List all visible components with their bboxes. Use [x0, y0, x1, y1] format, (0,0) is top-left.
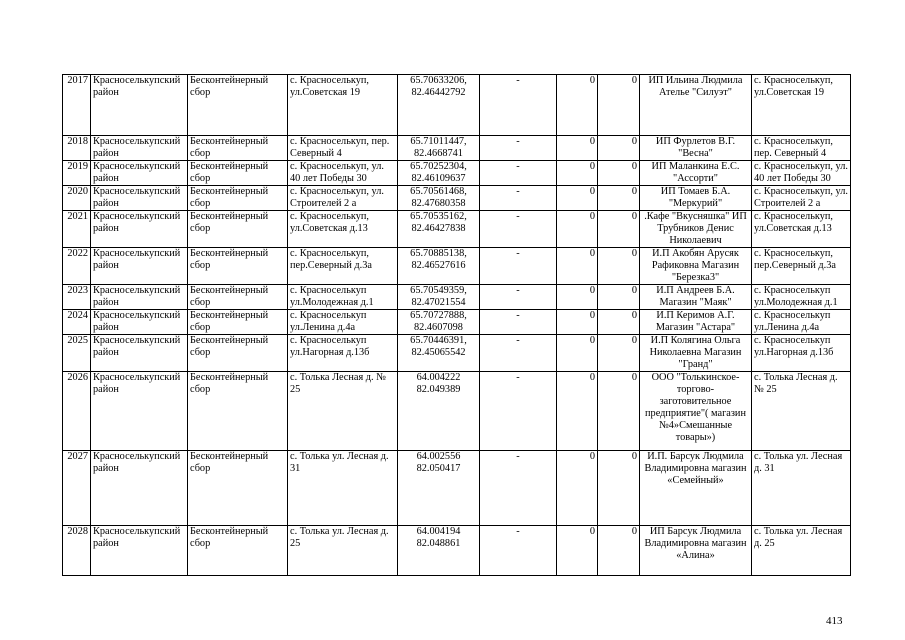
method-cell: Бесконтейнерный сбор — [188, 186, 288, 211]
row-number: 2024 — [63, 310, 91, 335]
address-cell: с. Красноселькуп, ул. Строителей 2 а — [288, 186, 398, 211]
district-cell: Красноселькупский район — [91, 136, 188, 161]
count-cell-1: 0 — [557, 75, 598, 136]
method-cell: Бесконтейнерный сбор — [188, 310, 288, 335]
method-cell: Бесконтейнерный сбор — [188, 526, 288, 576]
coords-cell: 64.004194 82.048861 — [398, 526, 480, 576]
address-cell: с. Красноселькуп, пер.Северный д.3а — [288, 248, 398, 285]
dash-cell: - — [480, 335, 557, 372]
dash-cell: - — [480, 136, 557, 161]
registry-table — [62, 74, 851, 576]
dash-cell: - — [480, 186, 557, 211]
method-cell: Бесконтейнерный сбор — [188, 451, 288, 526]
dash-cell: - — [480, 526, 557, 576]
district-cell: Красноселькупский район — [91, 161, 188, 186]
dash-cell: - — [480, 372, 557, 451]
coords-cell: 65.70535162, 82.46427838 — [398, 211, 480, 248]
district-cell: Красноселькупский район — [91, 248, 188, 285]
method-cell: Бесконтейнерный сбор — [188, 372, 288, 451]
source-address-cell: с. Толька ул. Лесная д. 31 — [752, 451, 851, 526]
dash-cell: - — [480, 248, 557, 285]
district-cell: Красноселькупский район — [91, 335, 188, 372]
table-row — [63, 335, 851, 372]
table-row — [63, 310, 851, 335]
source-address-cell: с. Красноселькуп, ул. 40 лет Победы 30 — [752, 161, 851, 186]
count-cell-1: 0 — [557, 285, 598, 310]
table-row — [63, 186, 851, 211]
address-cell: с. Красноселькуп ул.Молодежная д.1 — [288, 285, 398, 310]
district-cell: Красноселькупский район — [91, 211, 188, 248]
count-cell-2: 0 — [598, 451, 640, 526]
organization-cell: И.П. Барсук Людмила Владимировна магазин «Семейный» — [640, 451, 752, 526]
coords-cell: 65.70727888, 82.4607098 — [398, 310, 480, 335]
organization-cell: ИП Томаев Б.А. "Меркурий" — [640, 186, 752, 211]
source-address-cell: с. Красноселькуп, ул.Советская д.13 — [752, 211, 851, 248]
table-row — [63, 161, 851, 186]
row-number: 2022 — [63, 248, 91, 285]
source-address-cell: с. Красноселькуп, пер.Северный д.3а — [752, 248, 851, 285]
source-address-cell: с. Красноселькуп, ул.Советская 19 — [752, 75, 851, 136]
count-cell-1: 0 — [557, 211, 598, 248]
source-address-cell: с. Толька ул. Лесная д. 25 — [752, 526, 851, 576]
row-number: 2025 — [63, 335, 91, 372]
organization-cell: ИП Ильина Людмила Ателье "Силуэт" — [640, 75, 752, 136]
count-cell-2: 0 — [598, 75, 640, 136]
coords-cell: 65.70549359, 82.47021554 — [398, 285, 480, 310]
district-cell: Красноселькупский район — [91, 526, 188, 576]
row-number: 2021 — [63, 211, 91, 248]
dash-cell: - — [480, 161, 557, 186]
row-number: 2023 — [63, 285, 91, 310]
table-row — [63, 248, 851, 285]
dash-cell: - — [480, 451, 557, 526]
count-cell-1: 0 — [557, 451, 598, 526]
count-cell-2: 0 — [598, 335, 640, 372]
method-cell: Бесконтейнерный сбор — [188, 75, 288, 136]
count-cell-2: 0 — [598, 310, 640, 335]
address-cell: с. Красноселькуп, ул.Советская 19 — [288, 75, 398, 136]
table-row — [63, 285, 851, 310]
district-cell: Красноселькупский район — [91, 285, 188, 310]
count-cell-2: 0 — [598, 186, 640, 211]
count-cell-2: 0 — [598, 211, 640, 248]
count-cell-2: 0 — [598, 136, 640, 161]
district-cell: Красноселькупский район — [91, 310, 188, 335]
count-cell-1: 0 — [557, 526, 598, 576]
organization-cell: И.П Колягина Ольга Николаевна Магазин "Гранд" — [640, 335, 752, 372]
row-number: 2026 — [63, 372, 91, 451]
table-row — [63, 136, 851, 161]
district-cell: Красноселькупский район — [91, 75, 188, 136]
count-cell-2: 0 — [598, 372, 640, 451]
row-number: 2027 — [63, 451, 91, 526]
organization-cell: И.П Андреев Б.А. Магазин "Маяк" — [640, 285, 752, 310]
table-row — [63, 75, 851, 136]
row-number: 2028 — [63, 526, 91, 576]
organization-cell: ИП Барсук Людмила Владимировна магазин «Алина» — [640, 526, 752, 576]
district-cell: Красноселькупский район — [91, 372, 188, 451]
organization-cell: ИП Маланкина Е.С. "Ассорти" — [640, 161, 752, 186]
dash-cell: - — [480, 310, 557, 335]
organization-cell: И.П Акобян Арусяк Рафиковна Магазин "Березка3" — [640, 248, 752, 285]
source-address-cell: с. Красноселькуп, ул. Строителей 2 а — [752, 186, 851, 211]
address-cell: с. Красноселькуп, ул. 40 лет Победы 30 — [288, 161, 398, 186]
address-cell: с. Красноселькуп, ул.Советская д.13 — [288, 211, 398, 248]
source-address-cell: с. Красноселькуп, пер. Северный 4 — [752, 136, 851, 161]
address-cell: с. Красноселькуп ул.Нагорная д.13б — [288, 335, 398, 372]
count-cell-2: 0 — [598, 248, 640, 285]
count-cell-1: 0 — [557, 161, 598, 186]
address-cell: с. Красноселькуп ул.Ленина д.4а — [288, 310, 398, 335]
coords-cell: 65.70252304, 82.46109637 — [398, 161, 480, 186]
method-cell: Бесконтейнерный сбор — [188, 161, 288, 186]
count-cell-1: 0 — [557, 136, 598, 161]
count-cell-1: 0 — [557, 372, 598, 451]
address-cell: с. Толька Лесная д. № 25 — [288, 372, 398, 451]
table-row — [63, 211, 851, 248]
row-number: 2018 — [63, 136, 91, 161]
address-cell: с. Красноселькуп, пер. Северный 4 — [288, 136, 398, 161]
dash-cell: - — [480, 211, 557, 248]
count-cell-2: 0 — [598, 285, 640, 310]
district-cell: Красноселькупский район — [91, 186, 188, 211]
organization-cell: И.П Керимов А.Г. Магазин "Астара" — [640, 310, 752, 335]
row-number: 2020 — [63, 186, 91, 211]
organization-cell: .Кафе "Вкусняшка" ИП Трубников Денис Николаевич — [640, 211, 752, 248]
method-cell: Бесконтейнерный сбор — [188, 285, 288, 310]
table-body — [63, 75, 851, 576]
district-cell: Красноселькупский район — [91, 451, 188, 526]
address-cell: с. Толька ул. Лесная д. 31 — [288, 451, 398, 526]
method-cell: Бесконтейнерный сбор — [188, 248, 288, 285]
page-number: 413 — [826, 615, 843, 627]
coords-cell: 64.004222 82.049389 — [398, 372, 480, 451]
table-row — [63, 372, 851, 451]
coords-cell: 65.70885138, 82.46527616 — [398, 248, 480, 285]
coords-cell: 65.70446391, 82.45065542 — [398, 335, 480, 372]
count-cell-2: 0 — [598, 526, 640, 576]
source-address-cell: с. Красноселькуп ул.Молодежная д.1 — [752, 285, 851, 310]
coords-cell: 65.70561468, 82.47680358 — [398, 186, 480, 211]
source-address-cell: с. Красноселькуп ул.Ленина д.4а — [752, 310, 851, 335]
coords-cell: 65.70633206, 82.46442792 — [398, 75, 480, 136]
method-cell: Бесконтейнерный сбор — [188, 211, 288, 248]
dash-cell: - — [480, 75, 557, 136]
method-cell: Бесконтейнерный сбор — [188, 335, 288, 372]
method-cell: Бесконтейнерный сбор — [188, 136, 288, 161]
count-cell-2: 0 — [598, 161, 640, 186]
organization-cell: ИП Фурлетов В.Г. "Весна" — [640, 136, 752, 161]
address-cell: с. Толька ул. Лесная д. 25 — [288, 526, 398, 576]
count-cell-1: 0 — [557, 248, 598, 285]
count-cell-1: 0 — [557, 310, 598, 335]
dash-cell: - — [480, 285, 557, 310]
table-row — [63, 451, 851, 526]
coords-cell: 65.71011447, 82.4668741 — [398, 136, 480, 161]
coords-cell: 64.002556 82.050417 — [398, 451, 480, 526]
count-cell-1: 0 — [557, 335, 598, 372]
organization-cell: ООО "Толькинское-торгово-заготовительное предприятие"( магазин №4»Смешанные товары») — [640, 372, 752, 451]
count-cell-1: 0 — [557, 186, 598, 211]
source-address-cell: с. Красноселькуп ул.Нагорная д.13б — [752, 335, 851, 372]
table-row — [63, 526, 851, 576]
row-number: 2017 — [63, 75, 91, 136]
source-address-cell: с. Толька Лесная д. № 25 — [752, 372, 851, 451]
row-number: 2019 — [63, 161, 91, 186]
